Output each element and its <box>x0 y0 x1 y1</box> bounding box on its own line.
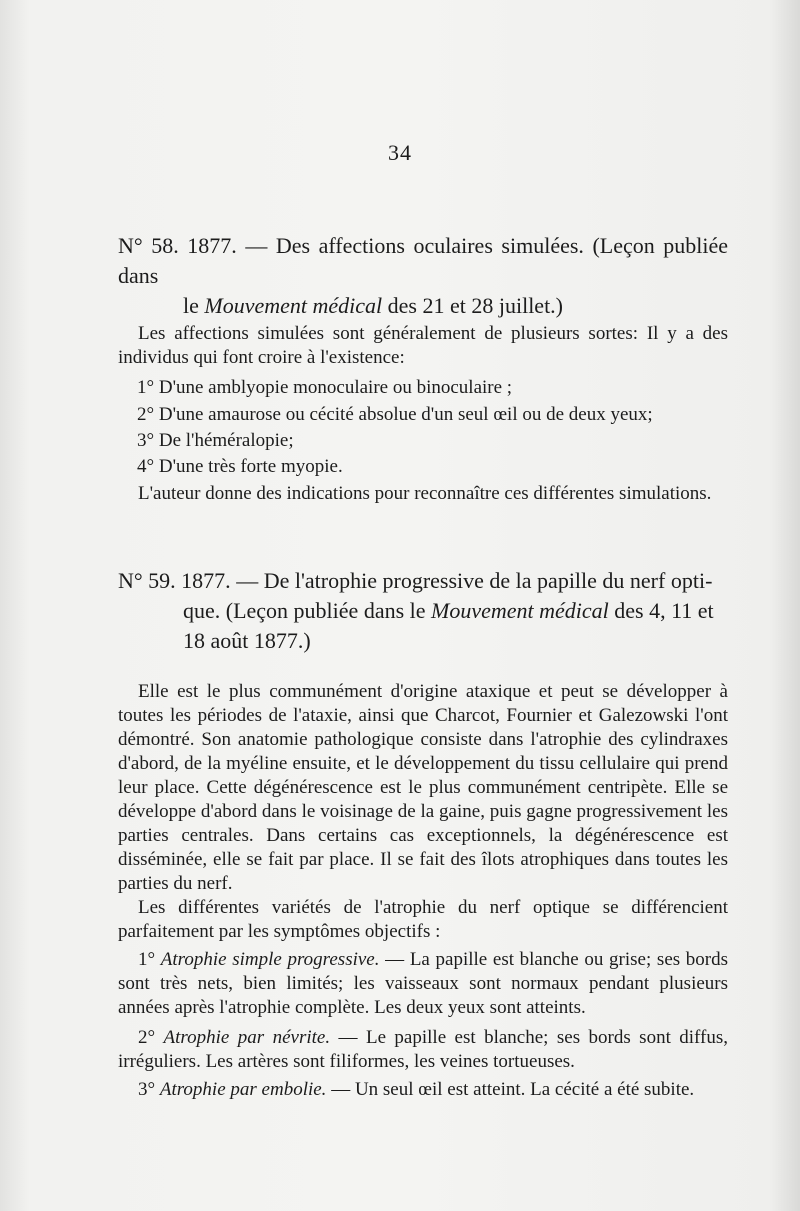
entry-58-item-2: 2° D'une amaurose ou cécité absolue d'un seul œil ou de deux yeux; <box>137 404 653 425</box>
variety-1-number: 1° <box>138 949 156 970</box>
entry-59-para-1: Elle est le plus communément d'origine ataxique et peut se développer à toutes les périodes de l'ataxie, ainsi que Charcot, Fournier et Galezowski l'ont démontré. Son anatomie pathologique consiste dans l'atrophie des cylindraxes d'abord, de la myéline ensuite, et le développement du tissu cellulaire qui prend leur place. Cette dégénérescence est le plus communément centripète. Elle se développe d'abord dans le voisinage de la gaine, puis gagne progressivement les parties centrales. Dans certains cas exceptionnels, la dégénérescence est disséminée, elle se fait par place. Il se fait des îlots atrophiques dans toutes les parties du nerf. <box>118 681 728 894</box>
entry-59-variety-1 <box>118 948 728 1020</box>
entry-59-dash: — <box>236 568 259 593</box>
variety-2-number: 2° <box>138 1027 156 1048</box>
entry-58-item-1: 1° D'une amblyopie monoculaire ou binoculaire ; <box>137 377 513 398</box>
entry-58-dash: — <box>245 233 268 258</box>
entry-59-title-c: 18 août 1877.) <box>183 628 311 653</box>
variety-3-number: 3° <box>138 1079 156 1100</box>
page-number: 34 <box>388 140 412 165</box>
variety-2-name: Atrophie par névrite. <box>163 1027 331 1048</box>
entry-59-heading <box>118 566 728 656</box>
entry-59-title-b-post: des 4, 11 et <box>608 598 714 623</box>
entry-59-journal: Mouvement médical <box>431 598 609 623</box>
entry-59-variety-2 <box>118 1026 728 1074</box>
entry-59-number: N° 59. 1877. <box>118 568 231 593</box>
entry-58-intro: Les affections simulées sont généralement de plusieurs sortes: Il y a des individus qui font croire à l'existence: <box>118 323 728 368</box>
entry-59-title-b-pre: que. (Leçon publiée dans le <box>183 598 432 623</box>
variety-1-name: Atrophie simple progressive. <box>160 949 380 970</box>
entry-59-variety-3 <box>118 1078 728 1102</box>
entry-58-item-4: 4° D'une très forte myopie. <box>137 456 343 477</box>
entry-58-title-b-post: des 21 et 28 juillet.) <box>382 293 564 318</box>
entry-58-journal: Mouvement médical <box>204 293 383 318</box>
entry-59-title-a: De l'atrophie progressive de la papille du nerf opti- <box>263 568 713 593</box>
entry-58-title-b-pre: le <box>183 293 205 318</box>
variety-3-text: — Un seul œil est atteint. La cécité a été subite. <box>331 1079 695 1100</box>
entry-59-title-cont <box>118 596 728 626</box>
variety-2-text: — Le papille est blanche; ses bords sont diffus, irréguliers. Les artères sont filiformes, les veines tortueuses. <box>118 1027 729 1072</box>
entry-58-title-a: Des affections oculaires simulées. (Leçon publiée dans <box>118 233 729 288</box>
entry-59-para-2: Les différentes variétés de l'atrophie du nerf optique se différencient parfaitement par les symptômes objectifs : <box>118 897 728 942</box>
entry-58-heading <box>118 231 728 321</box>
entry-58-item-3: 3° De l'héméralopie; <box>137 430 294 451</box>
entry-58-conclusion: L'auteur donne des indications pour reconnaître ces différentes simulations. <box>138 483 712 504</box>
entry-58-title-cont <box>118 291 728 321</box>
variety-1-text: — La papille est blanche ou grise; ses bords sont très nets, bien limités; les vaisseaux sont normaux pendant plusieurs années après l'atrophie complète. Les deux yeux sont atteints. <box>118 949 729 1018</box>
entry-58-number: N° 58. 1877. <box>118 233 237 258</box>
variety-3-name: Atrophie par embolie. <box>159 1079 327 1100</box>
